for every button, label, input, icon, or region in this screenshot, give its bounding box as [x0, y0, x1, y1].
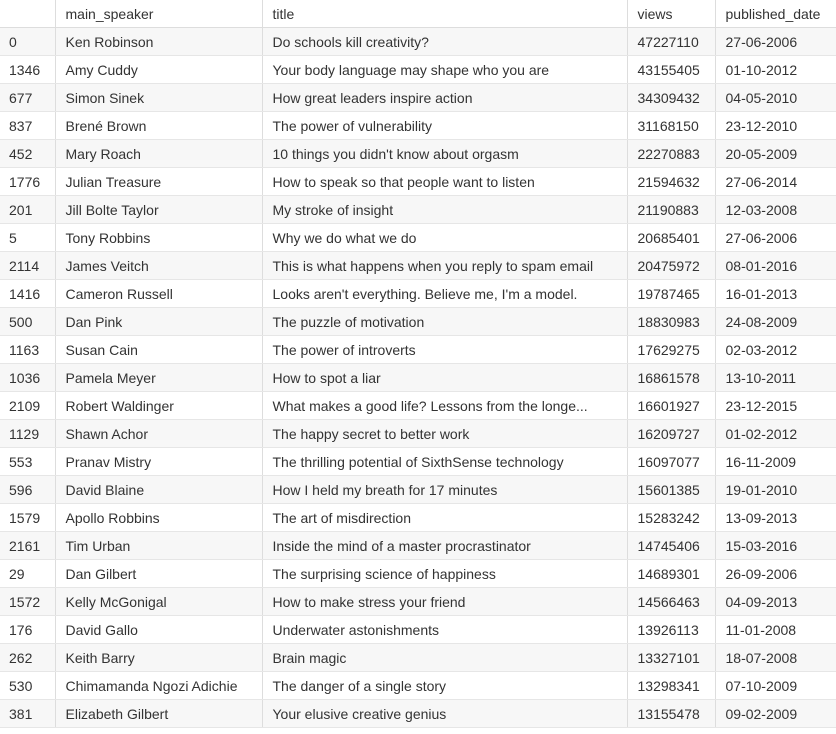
published-date-cell: 11-01-2008 — [715, 616, 836, 644]
table-row — [0, 700, 836, 728]
title-cell: What makes a good life? Lessons from the longe... — [262, 392, 627, 420]
speaker-cell: Ken Robinson — [55, 28, 262, 56]
table-row — [0, 168, 836, 196]
speaker-cell: Amy Cuddy — [55, 56, 262, 84]
table-row — [0, 280, 836, 308]
views-cell: 16861578 — [627, 364, 715, 392]
views-cell: 14566463 — [627, 588, 715, 616]
published-date-cell: 24-08-2009 — [715, 308, 836, 336]
row-index-cell: 176 — [0, 616, 55, 644]
views-cell: 15283242 — [627, 504, 715, 532]
speaker-cell: Jill Bolte Taylor — [55, 196, 262, 224]
published-date-cell: 27-06-2006 — [715, 28, 836, 56]
table-header — [0, 0, 836, 28]
title-cell: Do schools kill creativity? — [262, 28, 627, 56]
speaker-cell: Kelly McGonigal — [55, 588, 262, 616]
speaker-cell: Chimamanda Ngozi Adichie — [55, 672, 262, 700]
row-index-cell: 5 — [0, 224, 55, 252]
published-date-cell: 27-06-2014 — [715, 168, 836, 196]
published-date-cell: 15-03-2016 — [715, 532, 836, 560]
title-cell: Brain magic — [262, 644, 627, 672]
row-index-cell: 596 — [0, 476, 55, 504]
title-cell: Your elusive creative genius — [262, 700, 627, 728]
published-date-cell: 23-12-2015 — [715, 392, 836, 420]
title-cell: The art of misdirection — [262, 504, 627, 532]
views-cell: 21190883 — [627, 196, 715, 224]
table-row — [0, 504, 836, 532]
table-body — [0, 28, 836, 728]
speaker-cell: Mary Roach — [55, 140, 262, 168]
column-header-index — [0, 0, 55, 28]
row-index-cell: 1036 — [0, 364, 55, 392]
row-index-cell: 837 — [0, 112, 55, 140]
published-date-cell: 04-05-2010 — [715, 84, 836, 112]
views-cell: 14745406 — [627, 532, 715, 560]
speaker-cell: Robert Waldinger — [55, 392, 262, 420]
row-index-cell: 2161 — [0, 532, 55, 560]
row-index-cell: 201 — [0, 196, 55, 224]
table-row — [0, 140, 836, 168]
row-index-cell: 1776 — [0, 168, 55, 196]
published-date-cell: 26-09-2006 — [715, 560, 836, 588]
row-index-cell: 553 — [0, 448, 55, 476]
views-cell: 34309432 — [627, 84, 715, 112]
speaker-cell: David Blaine — [55, 476, 262, 504]
table-row — [0, 644, 836, 672]
views-cell: 15601385 — [627, 476, 715, 504]
views-cell: 21594632 — [627, 168, 715, 196]
speaker-cell: Cameron Russell — [55, 280, 262, 308]
title-cell: This is what happens when you reply to spam email — [262, 252, 627, 280]
table-row — [0, 616, 836, 644]
views-cell: 14689301 — [627, 560, 715, 588]
row-index-cell: 500 — [0, 308, 55, 336]
views-cell: 20475972 — [627, 252, 715, 280]
title-cell: Underwater astonishments — [262, 616, 627, 644]
table-row — [0, 560, 836, 588]
views-cell: 43155405 — [627, 56, 715, 84]
views-cell: 16601927 — [627, 392, 715, 420]
speaker-cell: Tim Urban — [55, 532, 262, 560]
published-date-cell: 13-10-2011 — [715, 364, 836, 392]
table-row — [0, 56, 836, 84]
column-header-main-speaker: main_speaker — [55, 0, 262, 28]
speaker-cell: Brené Brown — [55, 112, 262, 140]
published-date-cell: 18-07-2008 — [715, 644, 836, 672]
published-date-cell: 16-01-2013 — [715, 280, 836, 308]
row-index-cell: 1163 — [0, 336, 55, 364]
row-index-cell: 1346 — [0, 56, 55, 84]
title-cell: How great leaders inspire action — [262, 84, 627, 112]
row-index-cell: 29 — [0, 560, 55, 588]
row-index-cell: 2109 — [0, 392, 55, 420]
title-cell: My stroke of insight — [262, 196, 627, 224]
speaker-cell: David Gallo — [55, 616, 262, 644]
title-cell: The surprising science of happiness — [262, 560, 627, 588]
views-cell: 19787465 — [627, 280, 715, 308]
row-index-cell: 530 — [0, 672, 55, 700]
row-index-cell: 1572 — [0, 588, 55, 616]
views-cell: 13926113 — [627, 616, 715, 644]
title-cell: Your body language may shape who you are — [262, 56, 627, 84]
row-index-cell: 452 — [0, 140, 55, 168]
table-row — [0, 308, 836, 336]
views-cell: 17629275 — [627, 336, 715, 364]
published-date-cell: 04-09-2013 — [715, 588, 836, 616]
views-cell: 20685401 — [627, 224, 715, 252]
published-date-cell: 13-09-2013 — [715, 504, 836, 532]
table-row — [0, 392, 836, 420]
published-date-cell: 19-01-2010 — [715, 476, 836, 504]
speaker-cell: Tony Robbins — [55, 224, 262, 252]
views-cell: 47227110 — [627, 28, 715, 56]
speaker-cell: Apollo Robbins — [55, 504, 262, 532]
table-row — [0, 420, 836, 448]
table-row — [0, 672, 836, 700]
views-cell: 31168150 — [627, 112, 715, 140]
published-date-cell: 07-10-2009 — [715, 672, 836, 700]
table-row — [0, 476, 836, 504]
table-row — [0, 252, 836, 280]
published-date-cell: 09-02-2009 — [715, 700, 836, 728]
views-cell: 13155478 — [627, 700, 715, 728]
views-cell: 18830983 — [627, 308, 715, 336]
row-index-cell: 381 — [0, 700, 55, 728]
table-row — [0, 84, 836, 112]
title-cell: How to speak so that people want to listen — [262, 168, 627, 196]
table-row — [0, 588, 836, 616]
table-row — [0, 532, 836, 560]
table-row — [0, 112, 836, 140]
speaker-cell: Shawn Achor — [55, 420, 262, 448]
published-date-cell: 08-01-2016 — [715, 252, 836, 280]
table-row — [0, 336, 836, 364]
published-date-cell: 23-12-2010 — [715, 112, 836, 140]
row-index-cell: 262 — [0, 644, 55, 672]
title-cell: The power of vulnerability — [262, 112, 627, 140]
row-index-cell: 1579 — [0, 504, 55, 532]
title-cell: The puzzle of motivation — [262, 308, 627, 336]
row-index-cell: 0 — [0, 28, 55, 56]
speaker-cell: Pranav Mistry — [55, 448, 262, 476]
row-index-cell: 677 — [0, 84, 55, 112]
title-cell: How to spot a liar — [262, 364, 627, 392]
title-cell: How I held my breath for 17 minutes — [262, 476, 627, 504]
title-cell: The happy secret to better work — [262, 420, 627, 448]
speaker-cell: James Veitch — [55, 252, 262, 280]
published-date-cell: 01-02-2012 — [715, 420, 836, 448]
column-header-title: title — [262, 0, 627, 28]
published-date-cell: 02-03-2012 — [715, 336, 836, 364]
speaker-cell: Dan Gilbert — [55, 560, 262, 588]
title-cell: 10 things you didn't know about orgasm — [262, 140, 627, 168]
published-date-cell: 20-05-2009 — [715, 140, 836, 168]
header-row — [0, 0, 836, 28]
row-index-cell: 2114 — [0, 252, 55, 280]
column-header-published-date: published_date — [715, 0, 836, 28]
table-row — [0, 364, 836, 392]
published-date-cell: 27-06-2006 — [715, 224, 836, 252]
table-row — [0, 196, 836, 224]
title-cell: The danger of a single story — [262, 672, 627, 700]
views-cell: 16097077 — [627, 448, 715, 476]
title-cell: Inside the mind of a master procrastinator — [262, 532, 627, 560]
row-index-cell: 1129 — [0, 420, 55, 448]
speaker-cell: Julian Treasure — [55, 168, 262, 196]
title-cell: How to make stress your friend — [262, 588, 627, 616]
table-row — [0, 28, 836, 56]
title-cell: The power of introverts — [262, 336, 627, 364]
speaker-cell: Dan Pink — [55, 308, 262, 336]
speaker-cell: Pamela Meyer — [55, 364, 262, 392]
views-cell: 13298341 — [627, 672, 715, 700]
table-row — [0, 448, 836, 476]
speaker-cell: Susan Cain — [55, 336, 262, 364]
title-cell: Why we do what we do — [262, 224, 627, 252]
table-row — [0, 224, 836, 252]
speaker-cell: Elizabeth Gilbert — [55, 700, 262, 728]
views-cell: 22270883 — [627, 140, 715, 168]
views-cell: 16209727 — [627, 420, 715, 448]
published-date-cell: 16-11-2009 — [715, 448, 836, 476]
views-cell: 13327101 — [627, 644, 715, 672]
published-date-cell: 12-03-2008 — [715, 196, 836, 224]
speaker-cell: Simon Sinek — [55, 84, 262, 112]
published-date-cell: 01-10-2012 — [715, 56, 836, 84]
speaker-cell: Keith Barry — [55, 644, 262, 672]
title-cell: The thrilling potential of SixthSense technology — [262, 448, 627, 476]
column-header-views: views — [627, 0, 715, 28]
row-index-cell: 1416 — [0, 280, 55, 308]
title-cell: Looks aren't everything. Believe me, I'm a model. — [262, 280, 627, 308]
